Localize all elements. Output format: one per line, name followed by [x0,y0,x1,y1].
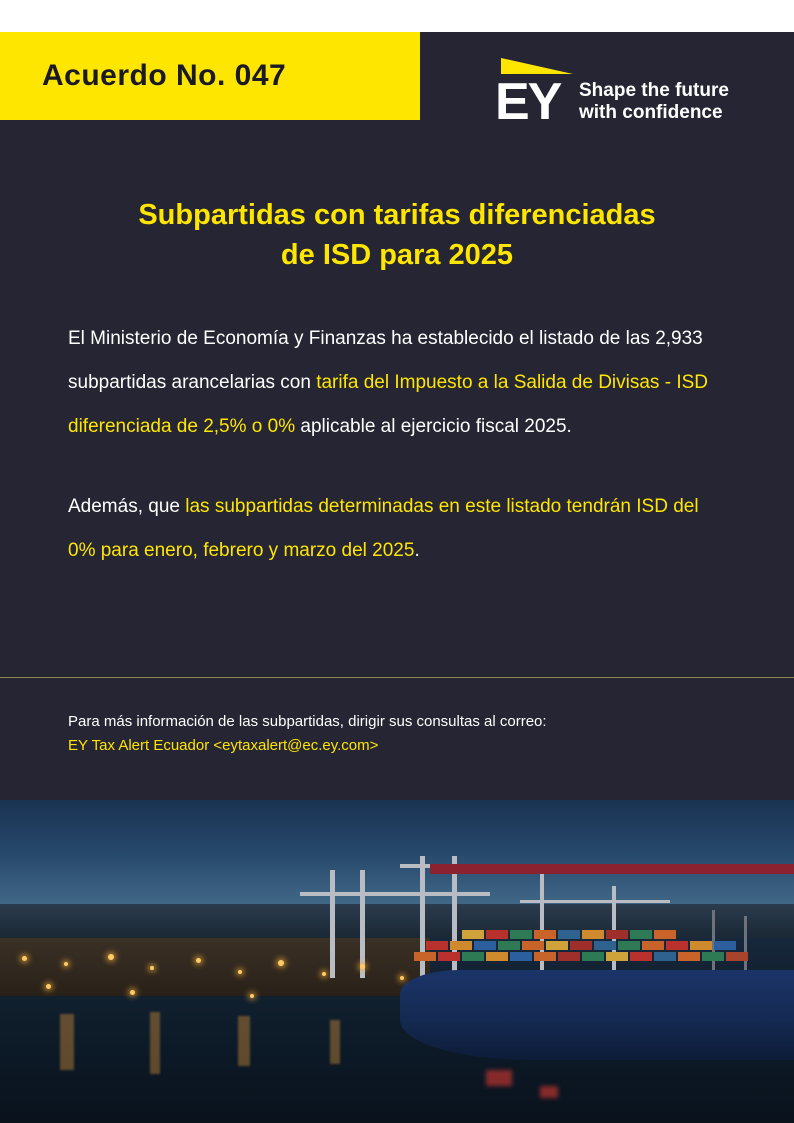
footer-block [68,710,728,758]
ey-beam-icon [501,58,573,74]
paragraph-2-highlight: las subpartidas determinadas en este listado tendrán ISD del 0% para enero, febrero y marzo del 2025 [68,496,699,561]
footer-divider [0,677,794,678]
content-body [0,150,794,800]
dock-lights [0,950,430,1010]
crane-boom-1 [300,892,490,896]
acuerdo-badge-label: Acuerdo No. 047 [42,59,287,92]
paragraph-1-segment-3: aplicable al ejercicio fiscal 2025. [295,416,572,437]
ey-tagline-line1: Shape the future [579,80,729,101]
paragraph-1 [0,275,794,449]
header-band [0,32,794,150]
paragraph-1-highlight: tarifa del Impuesto a la Salida de Divisas - ISD diferenciada de 2,5% o 0% [68,372,708,437]
footer-info-line: Para más información de las subpartidas, dirigir sus consultas al correo: [68,713,547,730]
ship-waterline-stripe [430,864,794,874]
crane-boom-3 [520,900,670,903]
acuerdo-badge [0,32,420,120]
ey-tagline-line2: with confidence [579,102,723,123]
container-ship-hull [400,970,794,1060]
ey-tagline [579,80,729,124]
port-photo [0,800,794,1123]
ey-logo-mark [495,56,565,131]
ey-logo-letters: EY [495,73,561,131]
ey-logo [495,56,729,131]
footer-contact-line[interactable]: EY Tax Alert Ecuador <eytaxalert@ec.ey.com> [68,737,379,754]
photo-sky [0,800,794,920]
page-title-line2: de ISD para 2025 [280,239,514,271]
container-stack [408,918,774,972]
page-title-line1: Subpartidas con tarifas diferenciadas [138,199,656,231]
top-margin [0,0,794,32]
paragraph-2 [0,449,794,573]
paragraph-2-segment-3: . [414,540,420,561]
paragraph-1-segment-1: El Ministerio de Economía y Finanzas ha establecido el listado de las 2,933 subpartidas arancelarias con [68,328,703,393]
paragraph-2-segment-1: Además, que [68,496,186,517]
page-title [0,150,794,275]
